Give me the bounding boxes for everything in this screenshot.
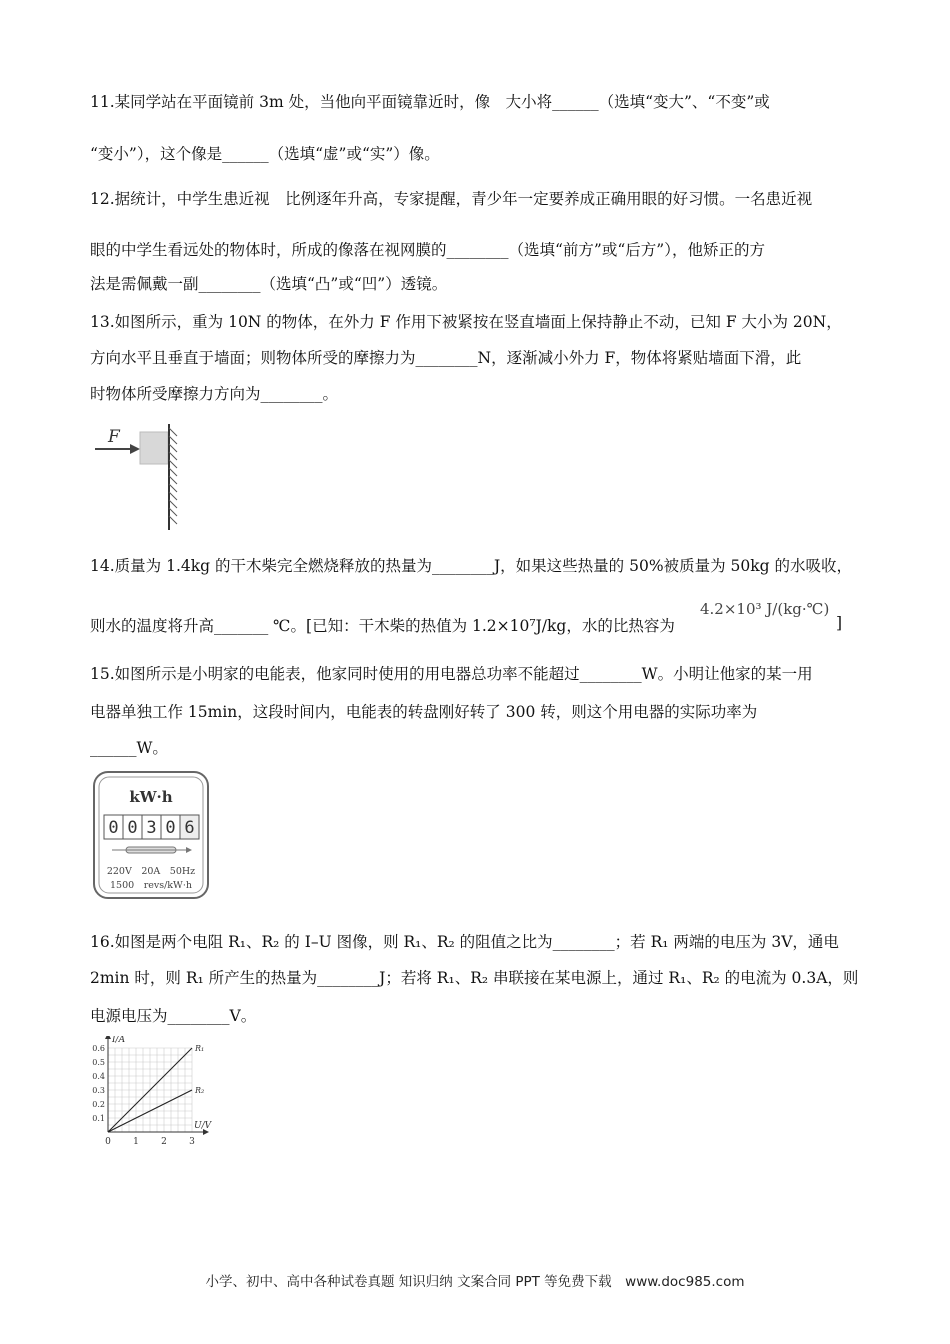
x-tick-label: 0 — [105, 1137, 111, 1147]
q12-line2: 眼的中学生看远处的物体时，所成的像落在视网膜的________（选填“前方”或“后方”），他矫正的方 — [90, 241, 765, 259]
meter-spec-2: 1500 revs/kW·h — [110, 880, 192, 891]
page-footer: 小学、初中、高中各种试卷真题 知识归纳 文案合同 PPT 等免费下载 www.doc985.com — [205, 1274, 745, 1290]
y-tick-label: 0.1 — [92, 1114, 105, 1123]
x-axis-label: U/V — [194, 1121, 212, 1131]
meter-digit-2: 0 — [127, 818, 138, 838]
wall-force-figure — [92, 422, 202, 534]
meter-unit: kW·h — [129, 788, 173, 806]
iu-chart — [88, 1036, 228, 1154]
q16-line2: 2min 时，则 R₁ 所产生的热量为________J；若将 R₁、R₂ 串联接在某电源上，通过 R₁、R₂ 的电流为 0.3A，则 — [90, 969, 859, 987]
force-arrowhead — [130, 444, 140, 454]
x-tick-label: 3 — [189, 1137, 195, 1147]
y-axis-label: I/A — [112, 1036, 126, 1045]
q13-line2: 方向水平且垂直于墙面；则物体所受的摩擦力为________N，逐渐减小外力 F，物体将紧贴墙面下滑，此 — [90, 349, 802, 367]
q14-close: ] — [836, 614, 843, 632]
wall-hatching — [169, 428, 177, 524]
y-tick-label: 0.5 — [92, 1058, 105, 1067]
block — [140, 432, 168, 464]
x-tick-label: 1 — [133, 1137, 139, 1147]
y-tick-label: 0.3 — [92, 1086, 105, 1095]
y-tick-label: 0.2 — [92, 1100, 105, 1109]
q15-line2: 电器单独工作 15min，这段时间内，电能表的转盘刚好转了 300 转，则这个用电器的实际功率为 — [90, 703, 758, 721]
series-label-1: R₁ — [195, 1044, 205, 1053]
q16-line3: 电源电压为________V。 — [90, 1007, 257, 1025]
y-axis-arrow — [105, 1036, 111, 1039]
q12-line3: 法是需佩戴一副________（选填“凸”或“凹”）透镜。 — [90, 275, 448, 293]
q15-line3: ______W。 — [90, 739, 168, 757]
q13-line3: 时物体所受摩擦力方向为________。 — [90, 385, 339, 403]
q14-line2: 则水的温度将升高_______ ℃。[已知：干木柴的热值为 1.2×10⁷J/kg，水的比热容为 — [90, 617, 675, 635]
q11-line2: “变小”），这个像是______（选填“虚”或“实”）像。 — [90, 145, 440, 163]
series-label-2: R₂ — [195, 1086, 205, 1095]
meter-digit-5: 6 — [184, 818, 195, 838]
q14-line1: 14.质量为 1.4kg 的干木柴完全燃烧释放的热量为________J，如果这些热量的 50%被质量为 50kg 的水吸收， — [90, 557, 852, 575]
force-label: F — [108, 427, 120, 447]
meter-digits — [104, 815, 199, 839]
q14-formula: 4.2×10³ J/(kg·℃) — [700, 600, 830, 618]
meter-spec-1: 220V 20A 50Hz — [106, 866, 196, 877]
meter-digit-4: 0 — [165, 818, 176, 838]
meter-digit-3: 3 — [146, 818, 157, 838]
q13-line1: 13.如图所示，重为 10N 的物体，在外力 F 作用下被紧按在竖直墙面上保持静止不动，已知 F 大小为 20N， — [90, 313, 842, 331]
q11-line1: 11.某同学站在平面镜前 3m 处，当他向平面镜靠近时，像 大小将______（选填“变大”、“不变”或 — [90, 93, 770, 111]
y-tick-label: 0.4 — [92, 1072, 105, 1081]
meter-digit-1: 0 — [108, 818, 119, 838]
energy-meter-figure — [92, 770, 210, 900]
y-tick-label: 0.6 — [92, 1044, 105, 1053]
q12-line1: 12.据统计，中学生患近视 比例逐年升高，专家提醒，青少年一定要养成正确用眼的好习惯。一名患近视 — [90, 190, 813, 208]
q15-line1: 15.如图所示是小明家的电能表，他家同时使用的用电器总功率不能超过________W。小明让他家的某一用 — [90, 665, 813, 683]
q16-line1: 16.如图是两个电阻 R₁、R₂ 的 I–U 图像，则 R₁、R₂ 的阻值之比为________；若 R₁ 两端的电压为 3V，通电 — [90, 933, 839, 951]
x-tick-label: 2 — [161, 1137, 167, 1147]
